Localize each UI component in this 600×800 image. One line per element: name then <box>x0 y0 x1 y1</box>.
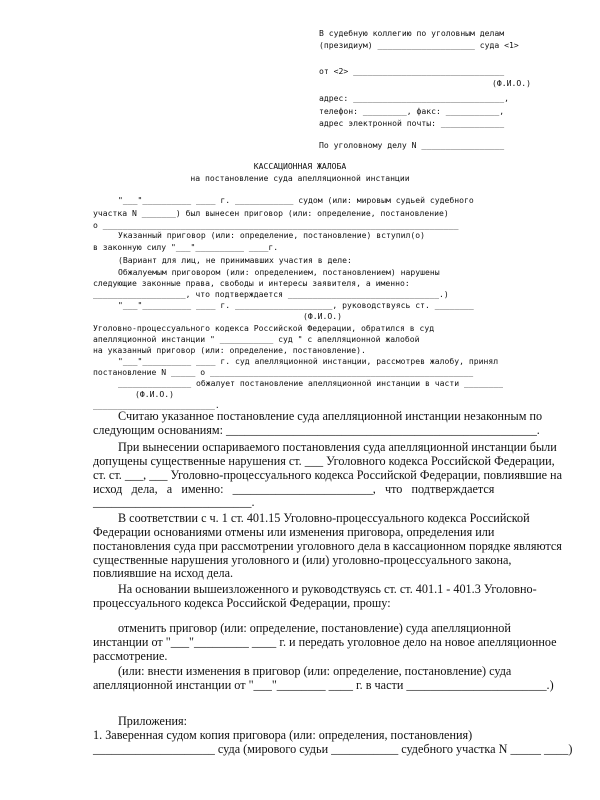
body-line: процессуального кодекса Российской Федерации, прошу: <box>93 596 391 610</box>
body-line: Обжалуемым приговором (или: определением, постановлением) нарушены <box>118 267 440 277</box>
body-line: повлиявшие на исход дела. <box>93 566 234 580</box>
body-line: о _________________________________________________________________________ <box>93 220 459 230</box>
body-line: При вынесении оспариваемого постановления суда апелляционной инстанции были <box>118 440 557 454</box>
request-item: (или: внести изменения в приговор (или: определение, постановление) суда <box>118 664 512 678</box>
header-addressee: В судебную коллегию по уголовным делам <box>319 28 505 38</box>
header-case-number: По уголовному делу N _________________ <box>319 140 505 150</box>
body-line: следующим основаниям: ___________________________________________________. <box>93 423 540 437</box>
body-line: существенные нарушения уголовного и (или) уголовно-процессуального закона, <box>93 553 512 567</box>
body-line: допущены существенные нарушения ст. ___ Уголовного кодекса Российской Федерации, <box>93 454 555 468</box>
body-line: на указанный приговор (или: определение, постановление). <box>93 345 366 355</box>
title-sub: на постановление суда апелляционной инстанции <box>190 173 410 183</box>
fio-caption: (Ф.И.О.) <box>303 311 342 321</box>
body-line: На основании вышеизложенного и руководствуясь ст. ст. 401.1 - 401.3 Уголовно- <box>118 582 537 596</box>
body-line: __________________________. <box>93 495 255 509</box>
body-line: В соответствии с ч. 1 ст. 401.15 Уголовно-процессуального кодекса Российской <box>118 511 530 525</box>
body-line: Указанный приговор (или: определение, постановление) вступил(о) <box>118 230 425 240</box>
header-phone-fax: телефон: _________, факс: ___________, <box>319 106 505 116</box>
body-line: _________________________. <box>93 400 220 410</box>
body-line: следующие законные права, свободы и интересы заявителя, а именно: <box>93 278 410 288</box>
body-line: апелляционной инстанции " ___________ суд " с апелляционной жалобой <box>93 334 420 344</box>
header-fio-caption: (Ф.И.О.) <box>492 78 531 88</box>
body-line: (Вариант для лиц, не принимавших участия в деле: <box>118 255 352 265</box>
body-line: Считаю указанное постановление суда апелляционной инстанции незаконным по <box>118 409 543 423</box>
header-email: адрес электронной почты: _____________ <box>319 118 505 128</box>
body-line: в законную силу "___"__________ ____г. <box>93 242 279 252</box>
body-line: "___"__________ ____ г. ____________ судом (или: мировым судьей судебного <box>118 195 474 205</box>
body-line: "___"__________ ____ г. ____________________, руководствуясь ст. ________ <box>118 300 474 310</box>
attachments-heading: Приложения: <box>118 714 187 728</box>
body-line: исход дела, а именно: _______________________, что подтверждается <box>93 482 495 496</box>
attachment-item: ____________________ суда (мирового судьи ___________ судебного участка N _____ ____) <box>93 742 573 756</box>
title-main: КАССАЦИОННАЯ ЖАЛОБА <box>253 161 347 171</box>
body-line: участка N _______) был вынесен приговор (или: определение, постановление) <box>93 208 449 218</box>
body-line: _______________ обжалует постановление апелляционной инстанции в части ________ <box>118 378 503 388</box>
body-line: ст. ст. ___, ___ Уголовно-процессуального кодекса Российской Федерации, повлиявшие на <box>93 468 562 482</box>
body-line: постановление N _____ о ______________________________________________________ <box>93 367 474 377</box>
body-line: постановления суда при рассмотрении уголовного дела в кассационном порядке являются <box>93 539 562 553</box>
request-item: инстанции от "___"_________ ____ г. и передать уголовное дело на новое апелляционное <box>93 635 557 649</box>
header-address: адрес: _______________________________, <box>319 93 510 103</box>
request-item: отменить приговор (или: определение, постановление) суда апелляционной <box>118 621 511 635</box>
header-from: от <2> _______________________________ <box>319 66 505 76</box>
fio-caption: (Ф.И.О.) <box>135 389 174 399</box>
attachment-item: 1. Заверенная судом копия приговора (или: определения, постановления) <box>93 728 473 742</box>
request-item: апелляционной инстанции от "___"________ ____ г. в части _______________________.) <box>93 678 554 692</box>
request-item: рассмотрение. <box>93 649 168 663</box>
body-line: Уголовно-процессуального кодекса Российской Федерации, обратился в суд <box>93 323 435 333</box>
body-line: "___"__________ ____ г. суд апелляционной инстанции, рассмотрев жалобу, принял <box>118 356 499 366</box>
body-line: Федерации основаниями отмены или изменения приговора, определения или <box>93 525 495 539</box>
header-court: (президиум) ____________________ суда <1> <box>319 40 519 50</box>
body-line: ___________________, что подтверждается _______________________________.) <box>93 289 449 299</box>
